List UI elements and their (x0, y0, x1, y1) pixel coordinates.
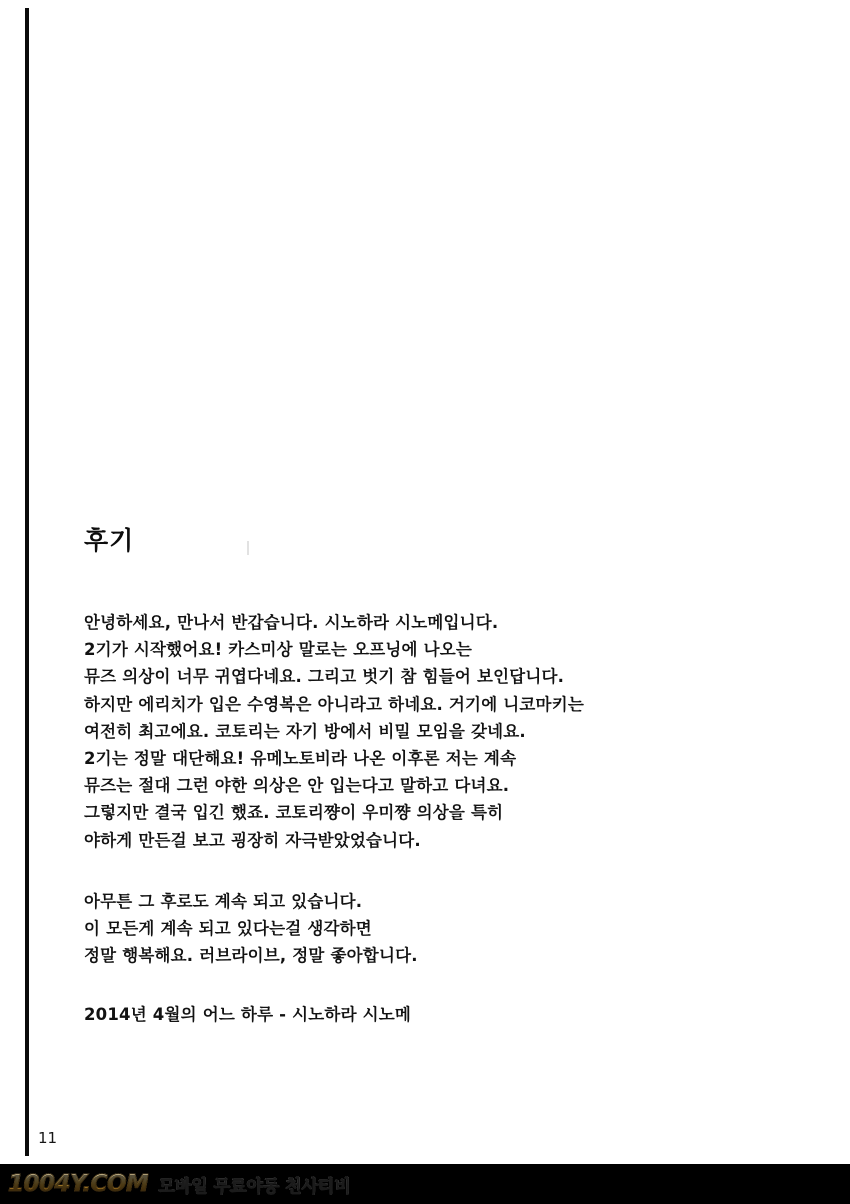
paragraph-gap (84, 854, 724, 888)
afterword-line: 뮤즈는 절대 그런 야한 의상은 안 입는다고 말하고 다녀요. (84, 776, 510, 796)
afterword-signature: 2014년 4월의 어느 하루 - 시노하라 시노메 (84, 1005, 412, 1025)
afterword-section (84, 528, 724, 1029)
afterword-line: 그렇지만 결국 입긴 했죠. 코토리쨩이 우미쨩 의상을 특히 (84, 803, 504, 823)
afterword-line: 뮤즈 의상이 너무 귀엽다네요. 그리고 벗기 참 힘들어 보인답니다. (84, 667, 565, 687)
afterword-line: 야하게 만든걸 보고 굉장히 자극받았었습니다. (84, 830, 421, 850)
watermark-bar (0, 1164, 850, 1204)
afterword-line: 2기가 시작했어요! 카스미상 말로는 오프닝에 나오는 (84, 640, 473, 660)
afterword-line: 2기는 정말 대단해요! 유메노토비라 나온 이후론 저는 계속 (84, 749, 517, 769)
watermark-logo: 1004Y.COM (8, 1171, 149, 1197)
afterword-line: 하지만 에리치가 입은 수영복은 아니라고 하네요. 거기에 니코마키는 (84, 694, 584, 714)
afterword-line: 여전히 최고에요. 코토리는 자기 방에서 비밀 모임을 갖네요. (84, 721, 526, 741)
afterword-line: 안녕하세요, 만나서 반갑습니다. 시노하라 시노메입니다. (84, 613, 499, 632)
afterword-line: 정말 행복해요. 러브라이브, 정말 좋아합니다. (84, 946, 418, 966)
afterword-title: 후기 (84, 526, 135, 555)
watermark-tagline: 모바일 무료야동 천사티비 (158, 1172, 350, 1197)
afterword-line: 이 모든게 계속 되고 있다는걸 생각하면 (84, 919, 372, 939)
signature-gap (84, 969, 724, 1001)
afterword-body (84, 609, 724, 1029)
afterword-line: 아무튼 그 후로도 계속 되고 있습니다. (84, 891, 363, 911)
left-margin-rule (25, 8, 29, 1156)
page-number: 11 (38, 1129, 58, 1147)
